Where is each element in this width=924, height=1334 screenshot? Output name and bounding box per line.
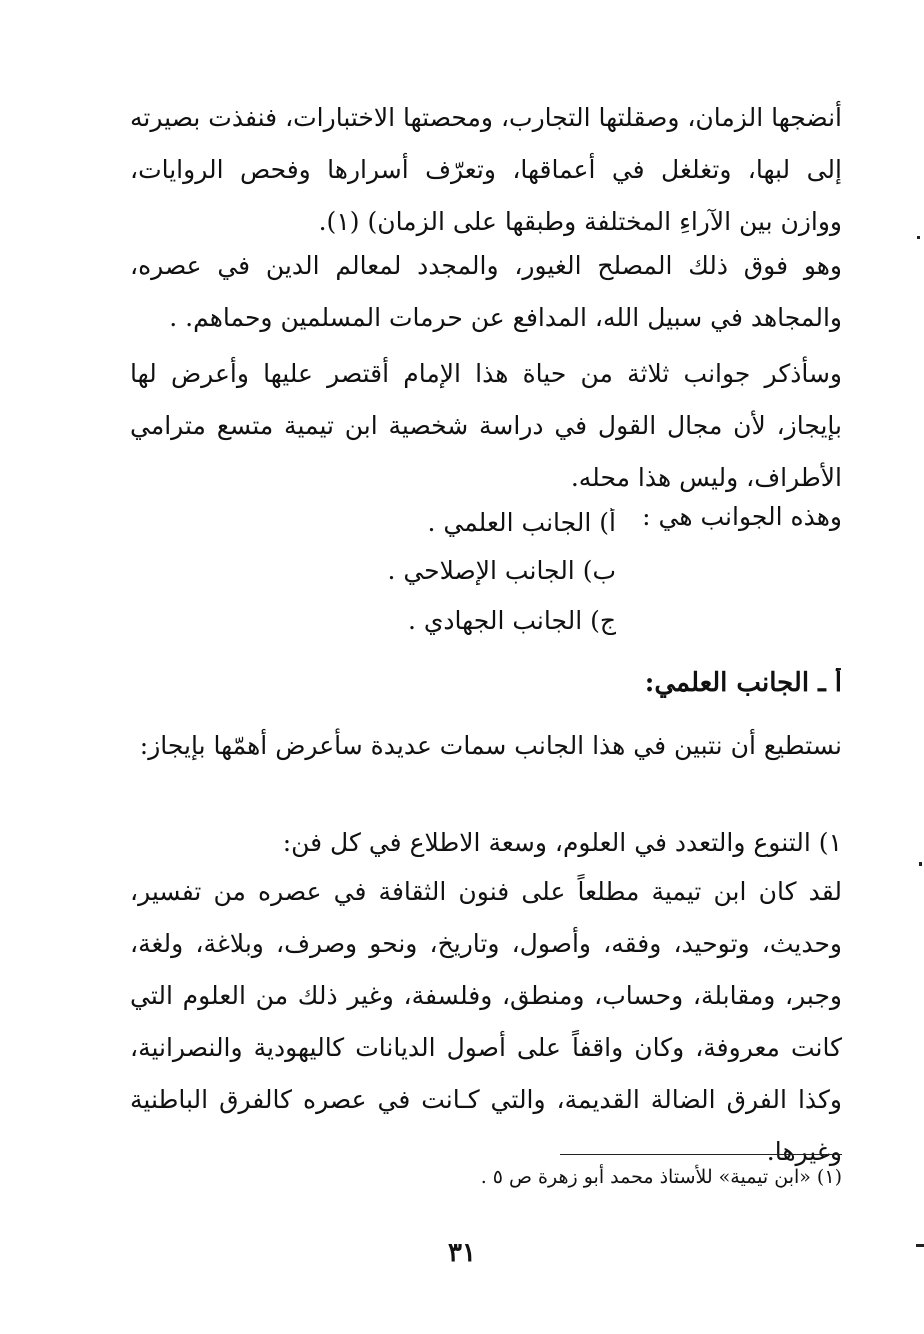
aspect-c: ج) الجانب الجهادي .	[407, 606, 616, 635]
paragraph-1: أنضجها الزمان، وصقلتها التجارب، ومحصتها الاختبارات، فنفذت بصيرته إلى لبها، وتغلغل في أعماقها، وتعرّف أسرارها وفحص الروايات، ووازن بين الآراءِ المختلفة وطبقها على الزمان) (١).	[130, 103, 842, 236]
list-item-1: ١) التنوع والتعدد في العلوم، وسعة الاطلاع في كل فن:	[282, 828, 842, 857]
paragraph-4: نستطيع أن نتبين في هذا الجانب سمات عديدة سأعرض أهمّها بإيجاز:	[139, 731, 842, 760]
edge-speck	[917, 236, 920, 239]
paragraph-2: وهو فوق ذلك المصلح الغيور، والمجدد لمعالم الدين في عصره، والمجاهد في سبيل الله، المدافع عن حرمات المسلمين وحماهم. .	[130, 251, 842, 332]
paragraph-5: لقد كان ابن تيمية مطلعاً على فنون الثقافة في عصره من تفسير، وحديث، وتوحيد، وفقه، وأصول، وتاريخ، ونحو وصرف، وبلاغة، ولغة، وجبر، ومقابلة، وحساب، ومنطق، وفلسفة، وغير ذلك من العلوم التي كانت معروفة، وكان واقفاً على أصول الديانات كاليهودية والنصرانية، وكذا الفرق الضالة القديمة، والتي كـانت في عصره كالفرق الباطنية وغيرها.	[130, 877, 842, 1166]
edge-speck	[919, 862, 922, 866]
aspects-intro: وهذه الجوانب هي :	[642, 502, 842, 531]
aspect-a: أ) الجانب العلمي .	[427, 508, 616, 537]
footnote: (١) «ابن تيمية» للأستاذ محمد أبو زهرة ص ٥ .	[480, 1166, 842, 1188]
edge-mark	[916, 1244, 924, 1247]
footnote-divider	[560, 1154, 842, 1155]
aspect-b: ب) الجانب الإصلاحي .	[387, 556, 616, 585]
paragraph-3: وسأذكر جوانب ثلاثة من حياة هذا الإمام أقتصر عليها وأعرض لها بإيجاز، لأن مجال القول في دراسة شخصية ابن تيمية متسع مترامي الأطراف، وليس هذا محله.	[130, 359, 842, 492]
page-number: ٣١	[448, 1238, 476, 1268]
section-heading: أ ـ الجانب العلمي:	[644, 668, 842, 698]
